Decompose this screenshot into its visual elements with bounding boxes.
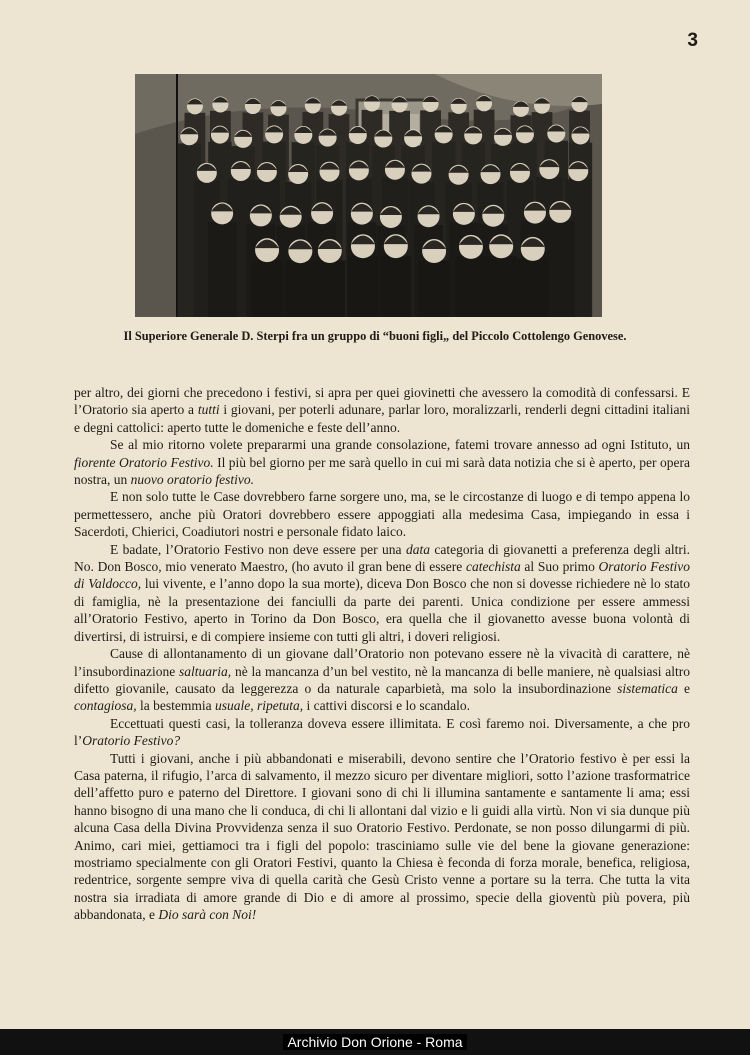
body-paragraph	[74, 645, 690, 715]
italic-phrase: catechista	[465, 559, 521, 575]
body-paragraph	[74, 488, 690, 540]
italic-phrase: Oratorio Festivo di Valdocco,	[74, 559, 690, 592]
italic-phrase: fiorente Oratorio Festivo.	[74, 454, 214, 470]
italic-phrase: usuale, ripetuta,	[214, 698, 304, 714]
text-run: Tutti i giovani, anche i più abbandonati e miserabili, devono sentire che l’Oratorio festivo è per essi la Casa paterna, il rifugio, l’arca di salvamento, il mezzo sicuro per diventare migliori, sotto l’azione trasformatrice dell’affetto puro e paterno del Direttore. I giovani sono di chi li illumina santamente e santamente li ama; essi hanno bisogno di una mano che li conduca, di chi li allontani dal vizio e li guidi alla virtù. Non vi sia dunque più alcuna Casa della Divina Provvidenza senza il suo Oratorio Festivo. Perdonate, se non posso dilungarmi di più. Animo, cari miei, gettiamoci tra i figli del popolo: trasciniamo sulle vie del bene la giovane generazione: mostriamo specialmente con gli Oratori Festivi, quanto la Chiesa è feconda di forza morale, benefica, religiosa, redentrice, sorgente sempre viva di quella carità che Gesù Cristo venne a portare su la terra. Che tutta la vita nostra sia irradiata di amore grande di Dio e di amore al prossimo, specie della gioventù più povera, più abbandonata, e	[74, 750, 690, 923]
person-body	[208, 222, 237, 317]
text-run: E badate, l’Oratorio Festivo non deve essere per una	[110, 541, 406, 557]
text-run: al Suo primo	[520, 559, 599, 575]
group-photo-illustration	[135, 74, 602, 317]
italic-phrase: saltuaria,	[179, 663, 232, 679]
text-run: E non solo tutte le Case dovrebbero farne sorgere uno, ma, se le circostanze di luogo e di tempo appena lo permettessero, anche più Oratori dovrebbero essere appoggiati alla medesima Casa, impiegando in essa i Sacerdoti, Chierici, Coadiutori nostri e personale fidato laico.	[74, 489, 690, 540]
body-paragraph	[74, 541, 690, 645]
person-body	[517, 259, 548, 317]
italic-phrase: contagiosa,	[74, 698, 137, 714]
archive-footer	[0, 1029, 750, 1055]
archive-footer-label: Archivio Don Orione - Roma	[283, 1034, 466, 1050]
text-run: categoria di giovanetti a preferenza degli altri. No. Don Bosco, mio venerato Maestro, (ho avuto il gran bene di essere	[74, 541, 690, 575]
body-paragraph	[74, 384, 690, 436]
person-body	[251, 260, 282, 317]
person-body	[314, 261, 345, 317]
body-paragraph	[74, 715, 690, 750]
text-run: Il più bel giorno per me sarà quello in cui mi sarà data notizia che si è aperto, per opera nostra, un	[74, 454, 691, 488]
text-run: Eccettuati questi casi, la tolleranza doveva essere illimitata. E così faremo noi. Diversamente, a che pro l’	[74, 715, 690, 749]
person-body	[546, 221, 575, 317]
italic-phrase: Dio sarà con Noi!	[158, 907, 257, 923]
italic-phrase: sistematica	[617, 680, 678, 696]
person-body	[380, 256, 411, 317]
group-photo	[135, 74, 602, 317]
text-run: i cattivi discorsi e lo scandalo.	[303, 698, 470, 714]
person-body	[285, 261, 316, 317]
text-run: nè la mancanza d’un bel vestito, nè la mancanza di belle maniere, nè qualsiasi altro difetto giovanile, causato da leggerezza o da naturale caparbietà, ma solo la insubordinazione	[74, 663, 690, 696]
italic-phrase: Oratorio Festivo?	[82, 733, 181, 749]
italic-phrase: tutti	[197, 402, 220, 418]
text-run: la bestemmia	[136, 698, 215, 714]
italic-phrase: nuovo oratorio festivo.	[130, 472, 254, 488]
text-run: i giovani, per poterli adunare, parlar loro, moralizzarli, renderli degni cittadini italiani e degni cattolici: aperto tutte le domeniche e feste dell’anno.	[74, 402, 690, 435]
italic-phrase: data	[405, 541, 430, 557]
body-paragraph	[74, 436, 690, 488]
person-body	[455, 256, 486, 317]
text-run: lui vivente, e l’anno dopo la sua morte), diceva Don Bosco che non si dovesse richiedere nè lo stato di famiglia, nè la presentazione dei fanciulli da parte dei parenti. Unica condizione per essere ammessi all’Oratorio Festivo, aperto in Torino da Don Bosco, era quella che il giovanetto avesse buona volontà di divertirsi, di istruirsi, e di compiere insieme con tutti gli altri, i doveri religiosi.	[74, 576, 690, 644]
text-run: Se al mio ritorno volete prepararmi una grande consolazione, fatemi trovare annesso ad ogni Istituto, un	[110, 437, 690, 453]
article-body	[74, 384, 690, 924]
text-run: Cause di allontanamento di un giovane dall’Oratorio non potevano essere nè la vivacità di carattere, nè l’insubordinazione	[74, 646, 690, 679]
person-body	[347, 256, 378, 317]
person-body	[419, 261, 450, 317]
person-body	[486, 256, 517, 317]
text-run: e	[677, 680, 690, 696]
page-number: 3	[687, 30, 698, 51]
photo-caption: Il Superiore Generale D. Sterpi fra un gruppo di “buoni figli„ del Piccolo Cottolengo Genovese.	[123, 329, 627, 343]
text-run: per altro, dei giorni che precedono i festivi, si apra per quei giovinetti che avessero la comodità di confessarsi. E l’Oratorio sia aperto a	[74, 385, 690, 418]
body-paragraph	[74, 750, 690, 924]
